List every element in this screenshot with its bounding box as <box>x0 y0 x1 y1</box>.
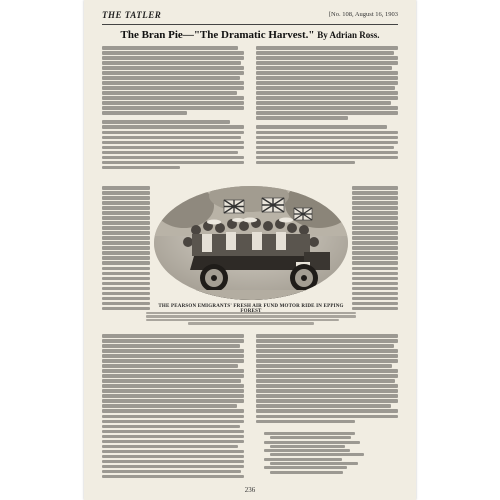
motor-car-photo <box>154 186 348 300</box>
title-text: The Bran Pie—"The Dramatic Harvest." <box>120 29 315 41</box>
photo-illustration <box>154 186 348 300</box>
photo-subcaption <box>146 312 356 326</box>
header-rule <box>102 24 398 25</box>
article-title <box>102 29 398 41</box>
magazine-page <box>84 0 416 500</box>
text-column-right-bottom <box>256 334 398 430</box>
text-column-left-top <box>102 46 244 182</box>
text-column-right-top <box>256 46 398 182</box>
issue-info: [No. 108, August 16, 1903 <box>328 11 398 18</box>
verse-block <box>264 432 394 475</box>
text-column-right-wrap <box>352 186 398 316</box>
text-column-left-bottom <box>102 334 244 482</box>
page-number: 236 <box>244 486 256 494</box>
oval-photograph <box>154 186 348 300</box>
byline: By Adrian Ross. <box>317 30 380 40</box>
text-column-left-wrap <box>102 186 150 316</box>
masthead: THE TATLER <box>102 10 162 20</box>
photo-caption: THE PEARSON EMIGRANTS' FRESH AIR FUND MOTOR RIDE IN EPPING <box>158 304 344 309</box>
